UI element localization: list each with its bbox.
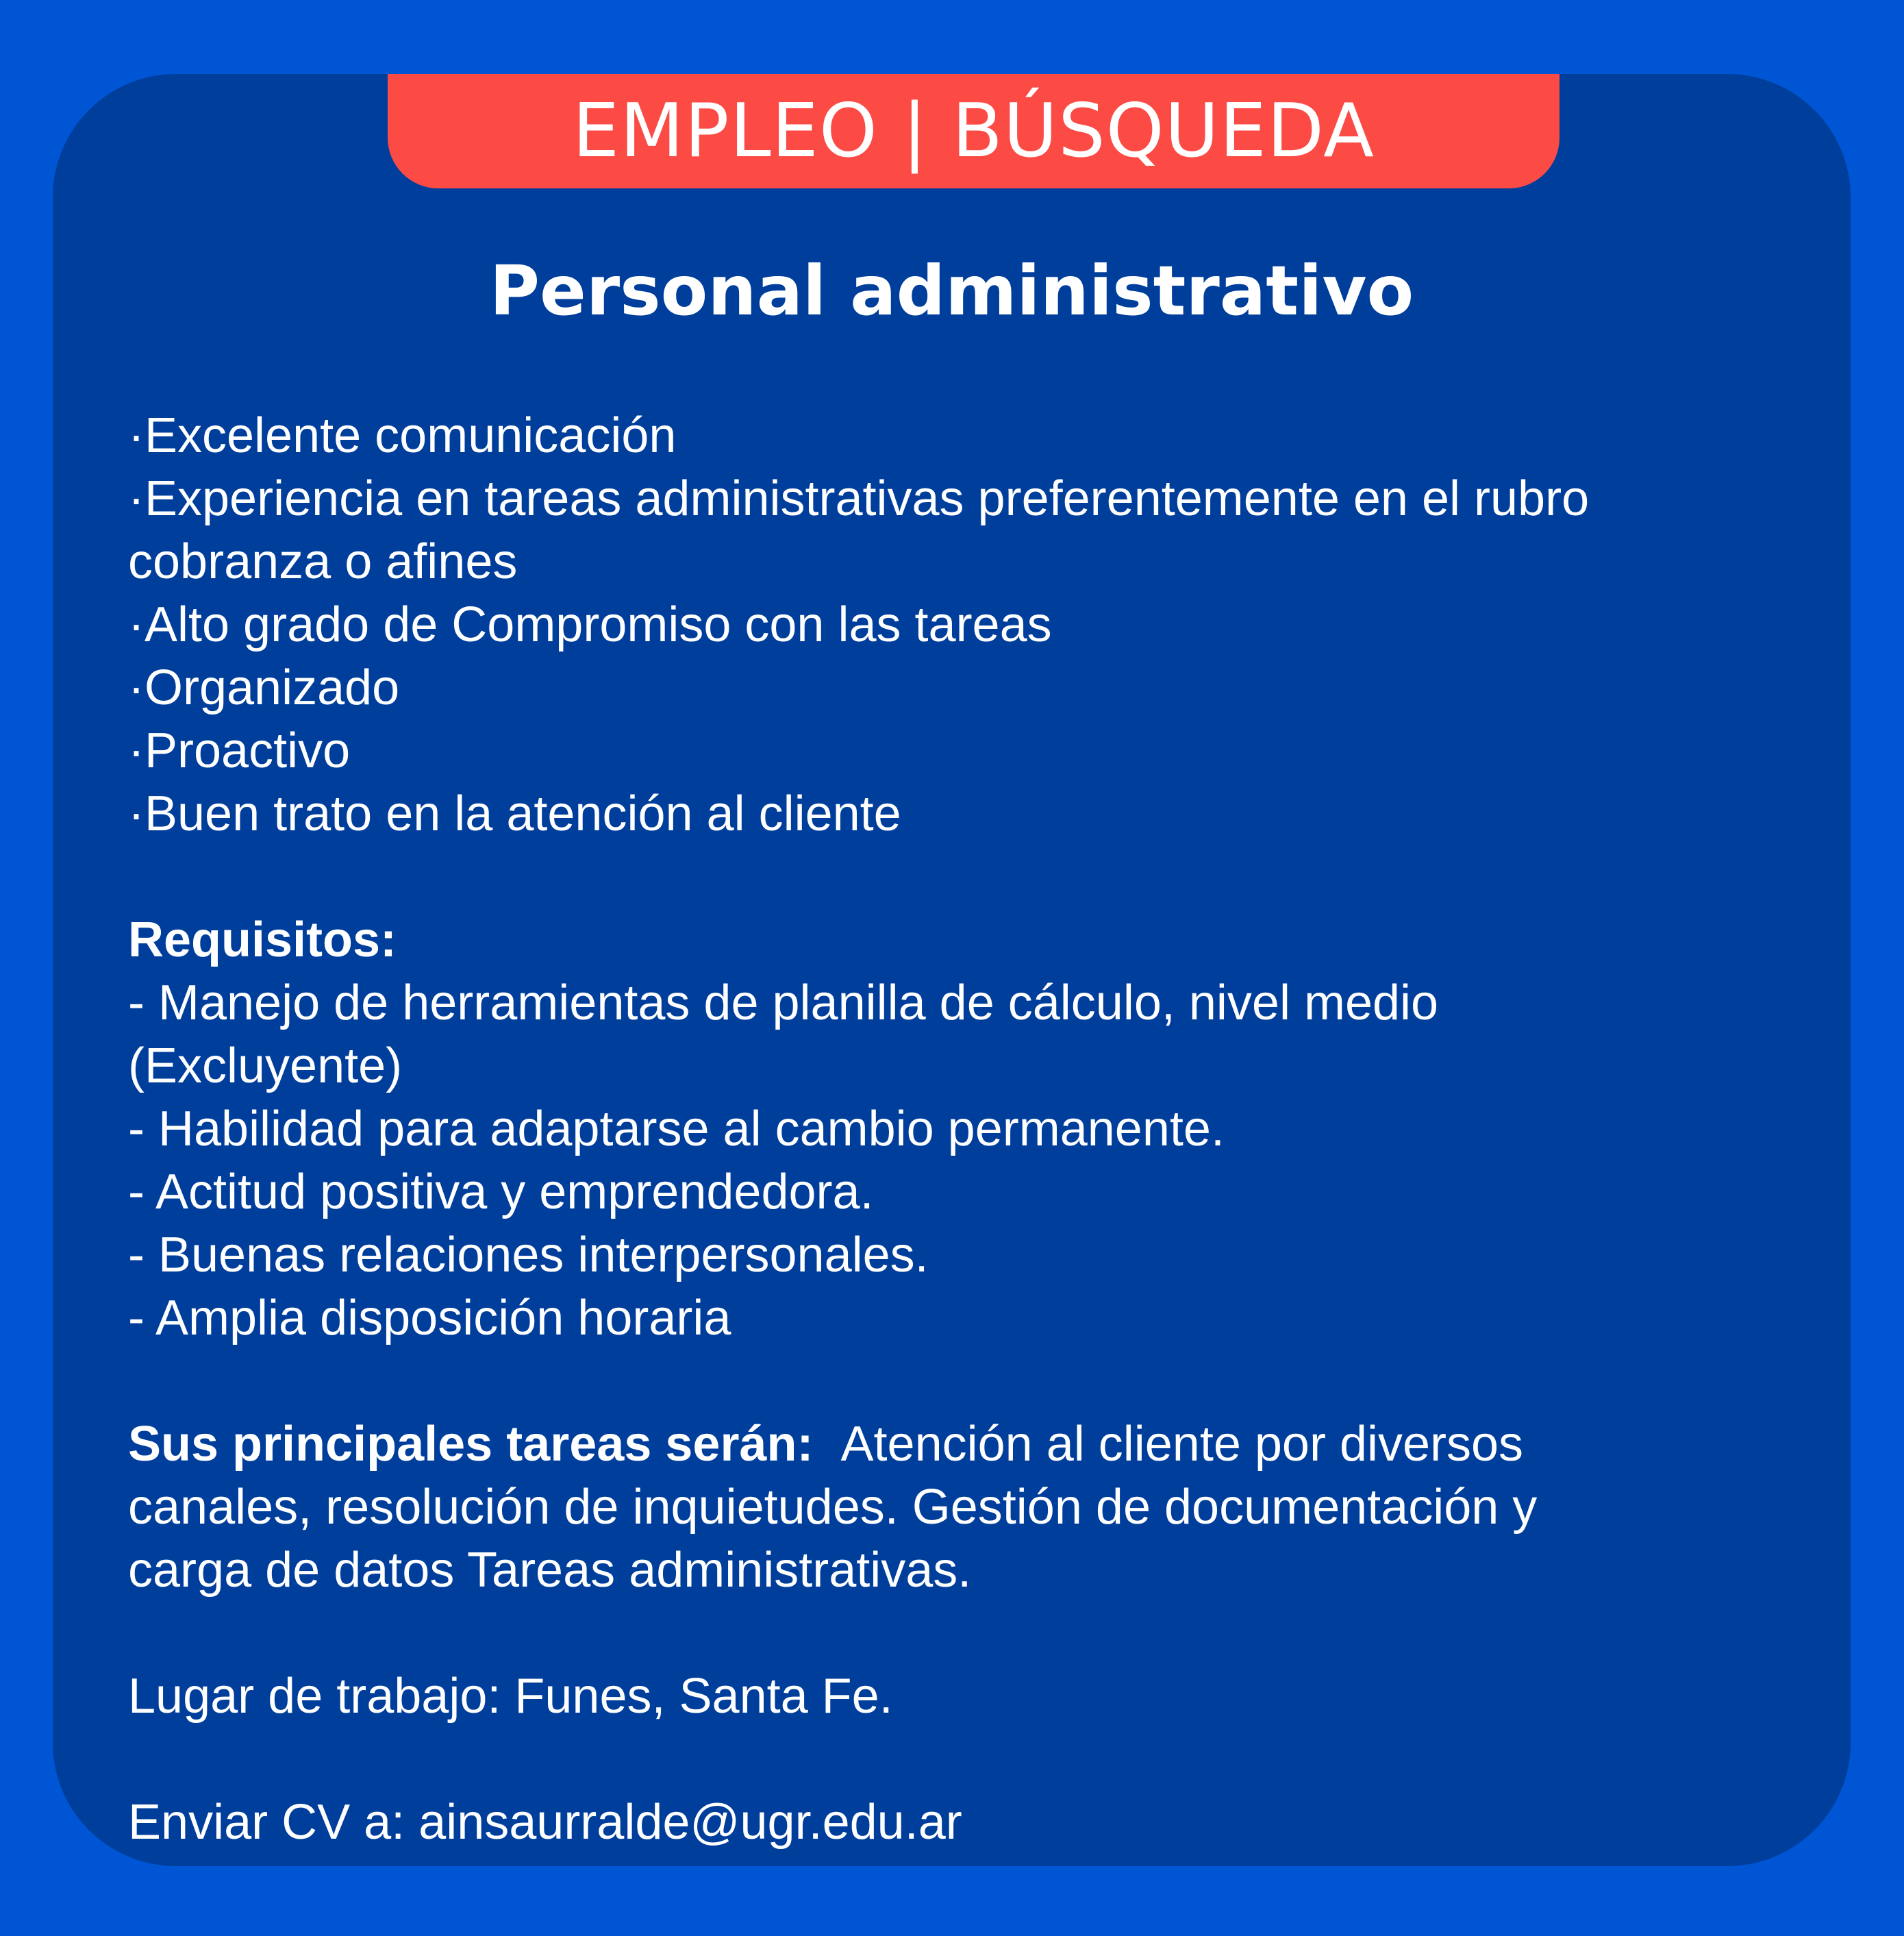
profile-item: ·Proactivo <box>128 723 351 778</box>
requirements-heading: Requisitos: <box>128 913 397 967</box>
profile-item: ·Buen trato en la atención al cliente <box>128 786 901 841</box>
spacer <box>128 1728 1854 1791</box>
requirement-item: - Manejo de herramientas de planilla de cálculo, nivel medio <box>128 976 1439 1030</box>
tasks-heading: Sus principales tareas serán: <box>128 1417 814 1472</box>
tasks-text: canales, resolución de inquietudes. Gestión de documentación y <box>128 1480 1538 1535</box>
work-location: Lugar de trabajo: Funes, Santa Fe. <box>128 1669 893 1724</box>
profile-item-continuation: cobranza o afines <box>128 534 518 589</box>
requirement-item-continuation: (Excluyente) <box>128 1039 403 1093</box>
job-title: Personal administrativo <box>489 251 1414 331</box>
job-description <box>128 404 1854 1854</box>
profile-item: ·Alto grado de Compromiso con las tareas <box>128 597 1052 652</box>
tasks-text: carga de datos Tareas administrativas. <box>128 1543 972 1598</box>
tasks-line <box>128 1413 1854 1476</box>
category-label: EMPLEO | BÚSQUEDA <box>572 88 1375 174</box>
spacer <box>128 845 1854 908</box>
spacer <box>128 1602 1854 1665</box>
requirement-item: - Amplia disposición horaria <box>128 1291 731 1345</box>
tasks-text: Atención al cliente por diversos <box>840 1417 1524 1472</box>
spacer <box>128 1350 1854 1413</box>
profile-item: ·Excelente comunicación <box>128 408 677 463</box>
profile-item: ·Organizado <box>128 660 400 715</box>
requirement-item: - Habilidad para adaptarse al cambio permanente. <box>128 1102 1225 1156</box>
requirement-item: - Buenas relaciones interpersonales. <box>128 1228 929 1282</box>
requirement-item: - Actitud positiva y emprendedora. <box>128 1165 874 1219</box>
contact-email: Enviar CV a: ainsaurralde@ugr.edu.ar <box>128 1795 962 1850</box>
profile-item: ·Experiencia en tareas administrativas preferentemente en el rubro <box>128 471 1590 526</box>
category-tab <box>388 74 1559 188</box>
